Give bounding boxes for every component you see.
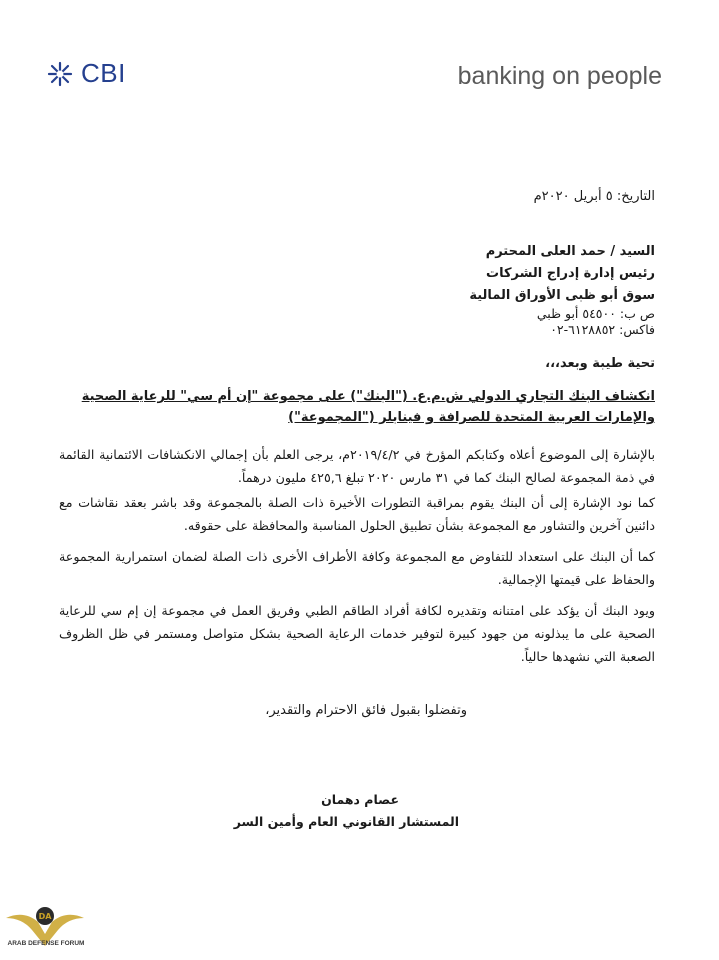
watermark-emblem-icon (2, 888, 88, 960)
recipient-position: رئيس إدارة إدراج الشركات (486, 266, 655, 281)
body-paragraph: بالإشارة إلى الموضوع أعلاه وكتابكم المؤرخ في ٢٠١٩/٤/٢م، يرجى العلم بأن إجمالي الانكشافات الائتمانية القائمة في ذمة المجموعة لصالح البنك كما في ٣١ مارس ٢٠٢٠ تبلغ ٤٢٥,٦ مليون درهماً. (59, 447, 655, 485)
cbi-logo (47, 58, 126, 89)
body-paragraph: ويود البنك أن يؤكد على امتنانه وتقديره لكافة أفراد الطاقم الطبي وفريق العمل في مجموعة إن إم سي للرعاية الصحية على ما يبذلونه من جهود كبيرة لتوفير خدمات الرعاية الصحية بشكل متواصل ومستمر في ظل الظروف الصعبة التي نشهدها حالياً. (59, 603, 655, 664)
svg-text:DA: DA (38, 912, 52, 921)
letter-subject: انكشاف البنك التجاري الدولي ش.م.ع. ("البنك") على مجموعة "إن أم سي" للرعاية الصحية والإمارات العربية المتحدة للصرافة و فينابلر ("المجموعة") (81, 389, 655, 425)
recipient-name: السيد / حمد العلى المحترم (485, 244, 655, 259)
cbi-emblem-icon (47, 61, 73, 87)
logo-text: CBI (81, 58, 126, 88)
body-paragraph: كما أن البنك على استعداد للتفاوض مع المجموعة وكافة الأطراف الأخرى ذات الصلة لضمان استمرارية المجموعة والحفاظ على قيمتها الإجمالية. (59, 549, 655, 587)
letter-date: التاريخ: ٥ أبريل ٢٠٢٠م (533, 189, 655, 204)
signatory-title: المستشار القانوني العام وأمين السر (233, 814, 459, 829)
signatory-name: عصام دهمان (321, 792, 399, 807)
watermark-text: ARAB DEFENSE FORUM (7, 940, 85, 947)
recipient-fax: فاكس: ٦١٢٨٨٥٢-٠٢ (550, 322, 655, 337)
recipient-organization: سوق أبو ظبى الأوراق المالية (469, 288, 655, 303)
closing-line: وتفضلوا بقبول فائق الاحترام والتقدير، (265, 703, 467, 718)
greeting: تحية طيبة وبعد،،، (545, 356, 655, 371)
body-paragraph: كما نود الإشارة إلى أن البنك يقوم بمراقبة التطورات الأخيرة ذات الصلة بالمجموعة وقد باشر بعقد نقاشات مع دائنين آخرين والتشاور مع المجموعة بشأن تطبيق الحلول المناسبة والمحافظة على حقوقه. (59, 495, 655, 533)
tagline: banking on people (457, 62, 662, 90)
recipient-po-box: ص ب: ٥٤٥٠٠ أبو ظبي (536, 306, 655, 321)
